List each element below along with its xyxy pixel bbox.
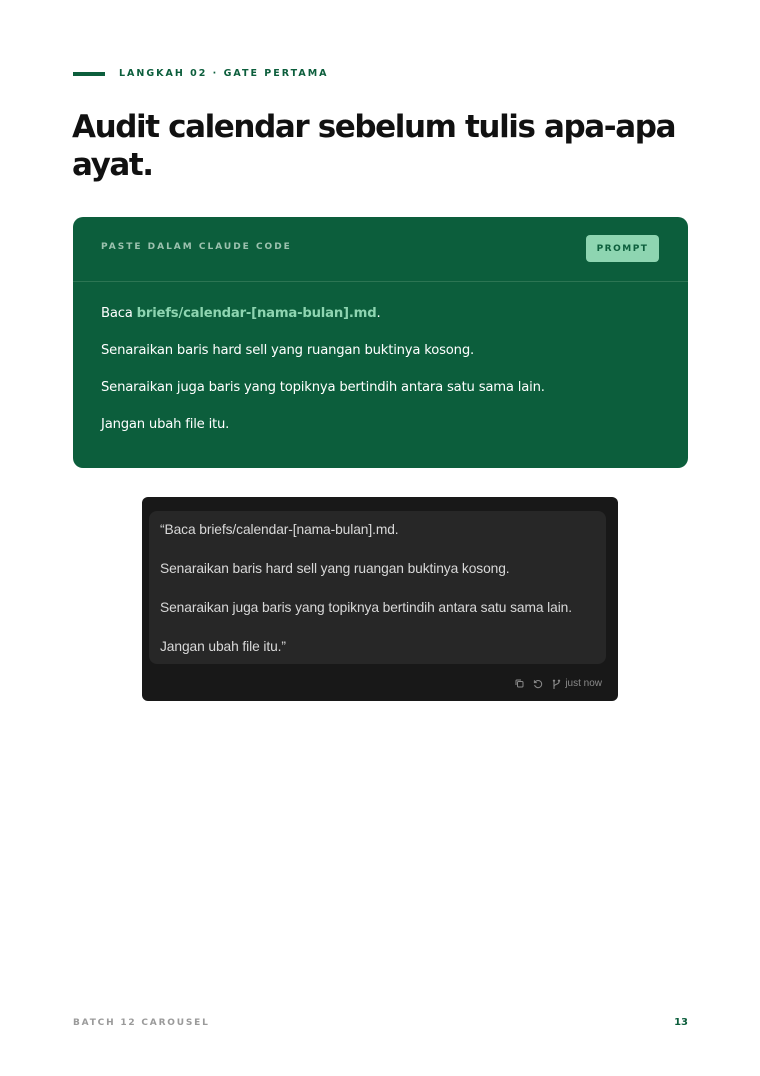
- copy-icon[interactable]: [515, 679, 524, 688]
- page-number: 13: [674, 1017, 688, 1028]
- message-timestamp: just now: [565, 678, 602, 689]
- prompt-card-body: [101, 304, 671, 452]
- prompt-file-path: briefs/calendar-[nama-bulan].md: [136, 306, 377, 321]
- chat-message-line: Jangan ubah file itu.”: [160, 639, 286, 654]
- eyebrow-accent-bar: [73, 72, 105, 76]
- chat-message-line: “Baca briefs/calendar-[nama-bulan].md.: [160, 522, 399, 537]
- chat-message-line: Senaraikan juga baris yang topiknya bertindih antara satu sama lain.: [160, 600, 572, 615]
- prompt-line-1: [101, 304, 671, 324]
- prompt-line-2: Senaraikan baris hard sell yang ruangan buktinya kosong.: [101, 343, 474, 358]
- page-title: Audit calendar sebelum tulis apa-apa ayat.: [72, 109, 676, 183]
- prompt-line-3: Senaraikan juga baris yang topiknya bertindih antara satu sama lain.: [101, 380, 545, 395]
- prompt-line-4: Jangan ubah file itu.: [101, 417, 230, 432]
- chat-screenshot: [142, 497, 618, 701]
- prompt-line-1-suffix: .: [376, 306, 381, 321]
- prompt-card: [73, 217, 688, 468]
- prompt-line-1-prefix: Baca: [101, 306, 137, 321]
- section-eyebrow: [73, 68, 329, 79]
- prompt-card-header: [73, 217, 688, 282]
- eyebrow-label: LANGKAH 02 · GATE PERTAMA: [119, 68, 329, 79]
- chat-message-line: Senaraikan baris hard sell yang ruangan buktinya kosong.: [160, 561, 510, 576]
- prompt-badge: PROMPT: [586, 235, 659, 262]
- chat-message-actions: [506, 678, 602, 689]
- prompt-card-label: PASTE DALAM CLAUDE CODE: [101, 242, 292, 252]
- chat-message-bubble: [149, 511, 606, 664]
- retry-icon[interactable]: [533, 679, 543, 689]
- footer-series-label: BATCH 12 CAROUSEL: [73, 1018, 210, 1028]
- branch-icon[interactable]: [552, 679, 561, 689]
